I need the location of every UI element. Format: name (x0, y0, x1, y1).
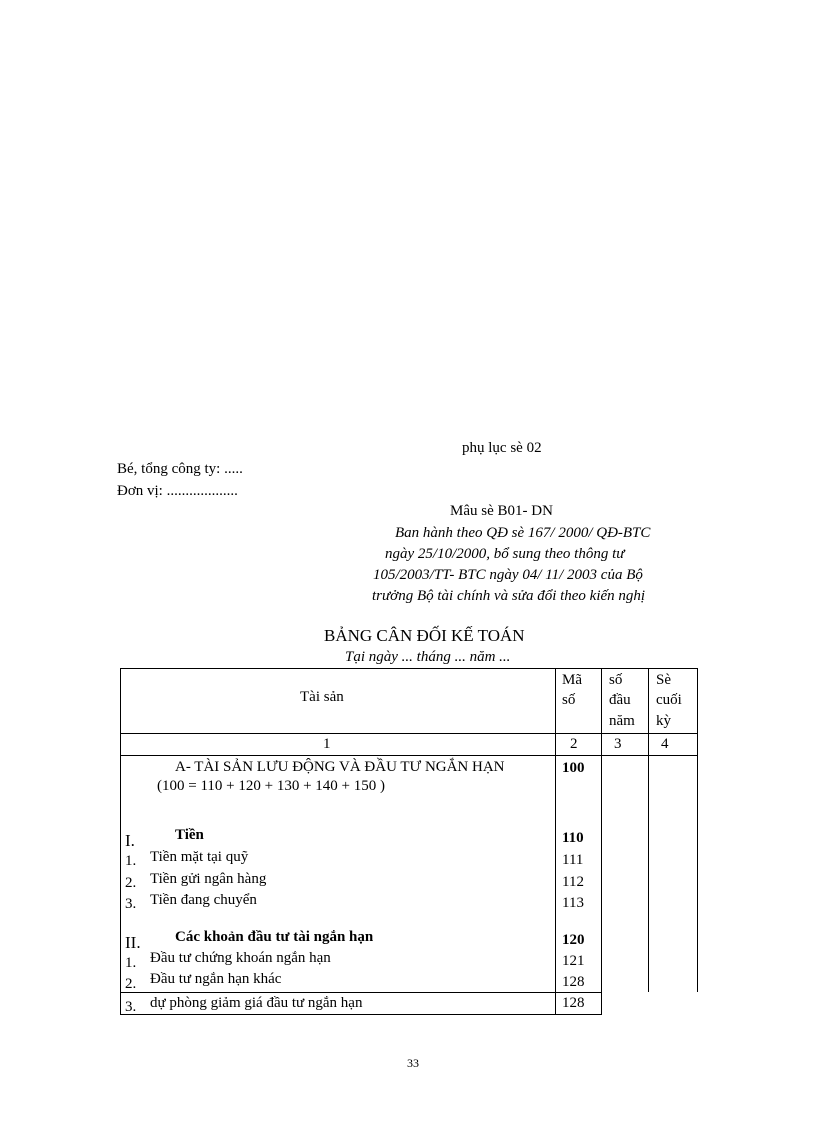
form-code: Mâu sè B01- DN (450, 503, 553, 519)
group2-code: 120 (562, 932, 585, 948)
page-number: 33 (407, 1056, 419, 1070)
group2-item2-label: Đầu tư ngắn hạn khác (150, 971, 282, 987)
section-a-label: A- TÀI SẢN LƯU ĐỘNG VÀ ĐẦU TƯ NGẮN HẠN (175, 759, 505, 775)
decree-line-4: trưởng Bộ tài chính và sửa đổi theo kiến nghị (372, 588, 646, 604)
group2-label: Các khoản đầu tư tài ngắn hạn (175, 929, 374, 945)
group1-label: Tiền (175, 827, 204, 843)
group2-item2-num: 2. (125, 976, 137, 992)
group2-item1-label: Đầu tư chứng khoán ngắn hạn (150, 950, 331, 966)
header-begin-line1: số (609, 672, 623, 688)
table-border-right (697, 668, 698, 992)
header-begin-line3: năm (609, 713, 635, 729)
group1-item3-label: Tiền đang chuyển (150, 892, 257, 908)
document-subtitle: Tại ngày ... tháng ... năm ... (345, 649, 511, 665)
document-title: BẢNG CÂN ĐỐI KẾ TOÁN (324, 626, 525, 645)
table-col-divider-begin (601, 668, 602, 1014)
header-code-line1: Mã (562, 672, 582, 688)
unit-line: Đơn vị: ................... (117, 483, 238, 499)
group1-item3-code: 113 (562, 895, 584, 911)
section-a-formula: (100 = 110 + 120 + 130 + 140 + 150 ) (157, 778, 385, 794)
group1-item2-label: Tiền gửi ngân hàng (150, 871, 267, 887)
group1-item1-label: Tiền mặt tại quỹ (150, 849, 249, 865)
group2-item1-num: 1. (125, 955, 137, 971)
corporation-line: Bé, tổng công ty: ..... (117, 461, 243, 477)
table-col-divider-code (555, 668, 556, 1014)
col-number-4: 4 (661, 736, 669, 752)
group2-item3-num: 3. (125, 999, 137, 1015)
col-number-1: 1 (323, 736, 331, 752)
header-assets: Tài sản (300, 689, 344, 705)
table-rule-colnums (120, 755, 698, 756)
group2-item2-code: 128 (562, 974, 585, 990)
table-border-left (120, 668, 121, 1014)
header-end-line3: kỳ (656, 713, 671, 729)
group2-item1-code: 121 (562, 953, 585, 969)
group2-roman: II. (125, 933, 141, 952)
decree-line-3: 105/2003/TT- BTC ngày 04/ 11/ 2003 của Bộ (373, 567, 643, 583)
group1-roman: I. (125, 831, 135, 850)
header-begin-line2: đầu (609, 692, 631, 708)
group2-item3-label: dự phòng giảm giá đầu tư ngắn hạn (150, 995, 363, 1011)
header-end-line2: cuối (656, 692, 682, 708)
appendix-label: phụ lục sè 02 (462, 440, 542, 456)
table-border-top (120, 668, 698, 669)
table-rule-header (120, 733, 698, 734)
group1-item2-num: 2. (125, 875, 137, 891)
col-number-3: 3 (614, 736, 622, 752)
group1-item3-num: 3. (125, 896, 137, 912)
col-number-2: 2 (570, 736, 578, 752)
header-code-line2: số (562, 692, 576, 708)
group1-item1-num: 1. (125, 853, 137, 869)
decree-line-2: ngày 25/10/2000, bổ sung theo thông tư (385, 546, 625, 562)
header-end-line1: Sè (656, 672, 671, 688)
group1-item1-code: 111 (562, 852, 584, 868)
group1-code: 110 (562, 830, 584, 846)
table-border-bottom (120, 1014, 602, 1015)
group2-item3-code: 128 (562, 995, 585, 1011)
group1-item2-code: 112 (562, 874, 584, 890)
section-a-code: 100 (562, 760, 585, 776)
decree-line-1: Ban hành theo QĐ sè 167/ 2000/ QĐ-BTC (395, 525, 651, 541)
table-col-divider-end (648, 668, 649, 992)
